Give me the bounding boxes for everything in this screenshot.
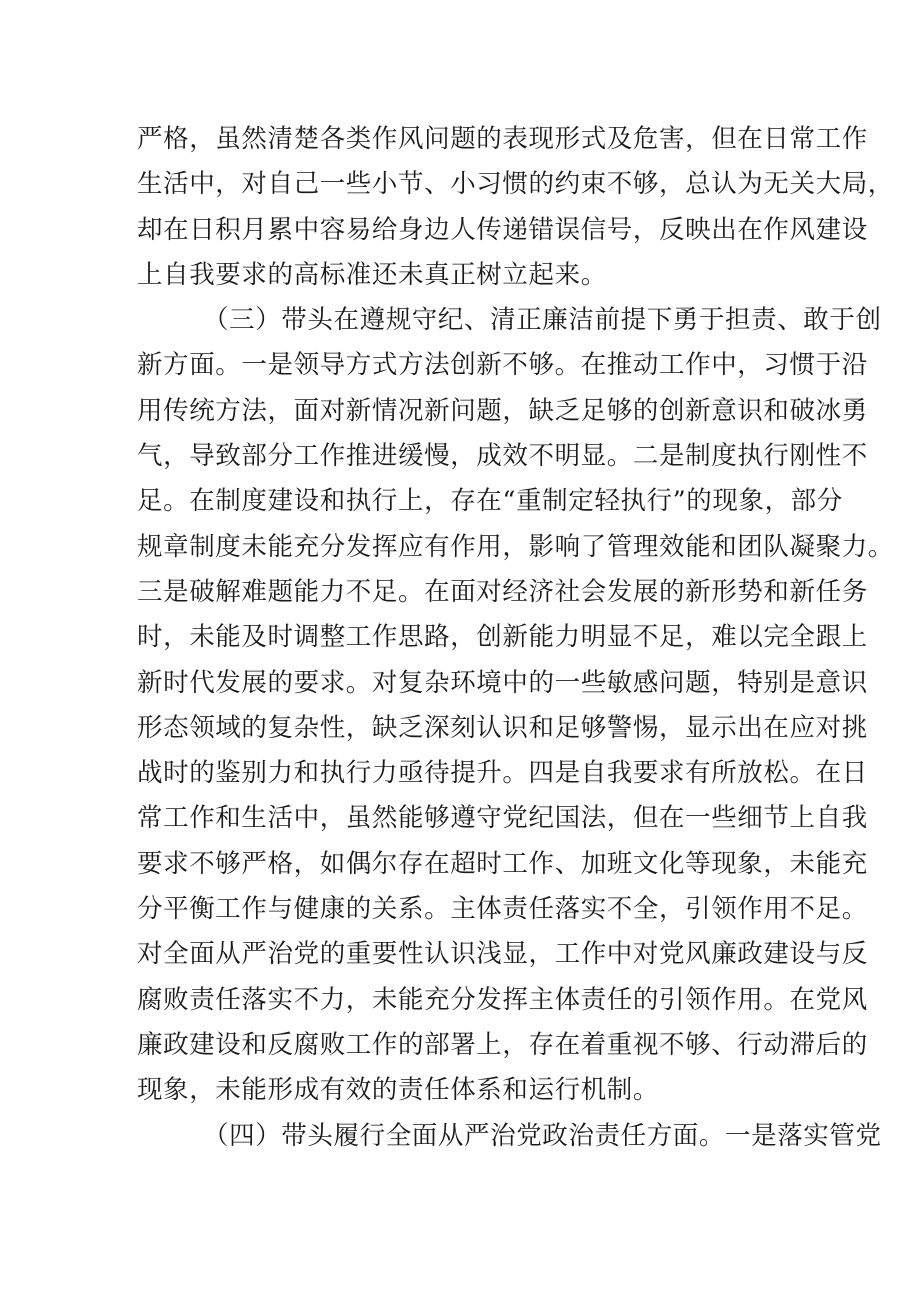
text-line: （四）带头履行全面从严治党政治责任方面。一是落实管党 xyxy=(203,1120,882,1151)
paragraph xyxy=(137,298,894,1113)
text-line: 分平衡工作与健康的关系。主体责任落实不全，引领作用不足。 xyxy=(137,894,868,925)
text-line: 现象，未能形成有效的责任体系和运行机制。 xyxy=(137,1075,660,1106)
text-line: （三）带头在遵规守纪、清正廉洁前提下勇于担责、敢于创 xyxy=(203,305,882,336)
text-line: 足。在制度建设和执行上，存在“重制定轻执行”的现象，部分 xyxy=(137,486,843,517)
text-line: 严格，虽然清楚各类作风问题的表现形式及危害，但在日常工作 xyxy=(137,124,868,154)
text-line: 新时代发展的要求。对复杂环境中的一些敏感问题，特别是意识 xyxy=(137,667,868,698)
text-line: 气，导致部分工作推进缓慢，成效不明显。二是制度执行刚性不 xyxy=(137,441,868,472)
text-line: 形态领域的复杂性，缺乏深刻认识和足够警惕，显示出在应对挑 xyxy=(137,712,868,743)
text-line: 要求不够严格，如偶尔存在超时工作、加班文化等现象，未能充 xyxy=(137,848,868,879)
text-line: 规章制度未能充分发挥应有作用，影响了管理效能和团队凝聚力。 xyxy=(137,531,894,562)
text-line: 三是破解难题能力不足。在面对经济社会发展的新形势和新任务 xyxy=(137,576,868,607)
text-line: 廉政建设和反腐败工作的部署上，存在着重视不够、行动滞后的 xyxy=(137,1029,868,1060)
paragraph xyxy=(137,117,894,298)
text-line: 用传统方法，面对新情况新问题，缺乏足够的创新意识和破冰勇 xyxy=(137,395,868,426)
document-body xyxy=(137,117,894,1159)
text-line: 时，未能及时调整工作思路，创新能力明显不足，难以完全跟上 xyxy=(137,622,868,653)
text-line: 腐败责任落实不力，未能充分发挥主体责任的引领作用。在党风 xyxy=(137,984,868,1015)
text-line: 常工作和生活中，虽然能够遵守党纪国法，但在一些细节上自我 xyxy=(137,803,868,834)
paragraph xyxy=(137,1114,882,1159)
text-line: 却在日积月累中容易给身边人传递错误信号，反映出在作风建设 xyxy=(137,214,868,245)
text-line: 上自我要求的高标准还未真正树立起来。 xyxy=(137,259,607,290)
text-line: 对全面从严治党的重要性认识浅显，工作中对党风廉政建设与反 xyxy=(137,939,868,970)
text-line: 新方面。一是领导方式方法创新不够。在推动工作中，习惯于沿 xyxy=(137,350,868,381)
text-line: 战时的鉴别力和执行力亟待提升。四是自我要求有所放松。在日 xyxy=(137,758,868,789)
text-line: 生活中，对自己一些小节、小习惯的约束不够，总认为无关大局， xyxy=(137,169,894,200)
